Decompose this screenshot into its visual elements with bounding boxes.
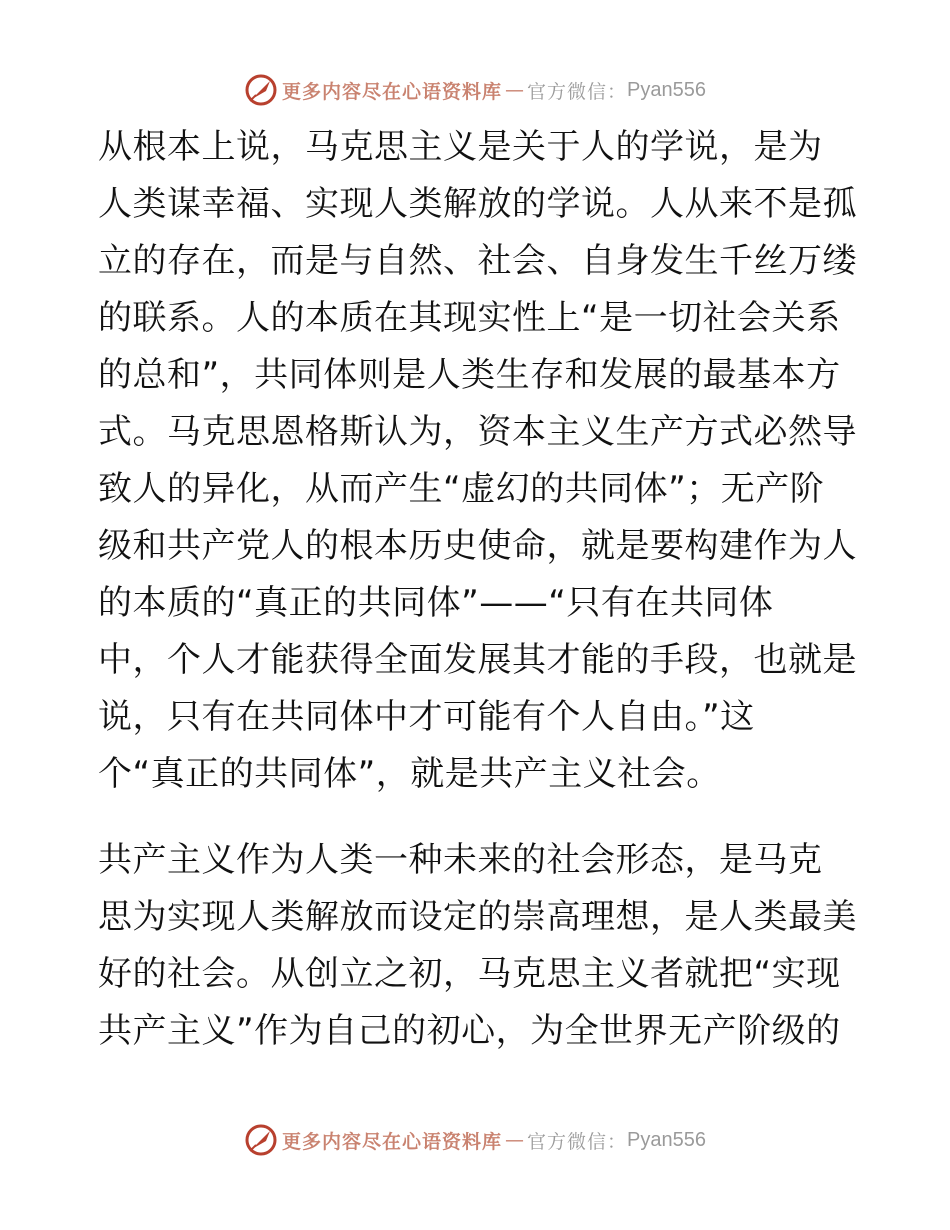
footer-banner <box>0 1120 950 1160</box>
quill-logo-icon <box>244 1123 278 1157</box>
footer-dash: — <box>505 1129 525 1151</box>
footer-brand-text: 更多内容尽在心语资料库 <box>282 1130 503 1153</box>
text-line: 说，只有在共同体中才可能有个人自由。”这 <box>98 697 755 737</box>
text-line: 级和共产党人的根本历史使命，就是要构建作为人 <box>98 526 857 566</box>
header-dash: — <box>505 79 525 101</box>
quill-logo-icon <box>244 73 278 107</box>
text-line: 的本质的“真正的共同体”——“只有在共同体 <box>98 583 774 623</box>
text-line: 个“真正的共同体”，就是共产主义社会。 <box>98 754 721 794</box>
header-brand-text: 更多内容尽在心语资料库 <box>282 80 503 103</box>
paragraph-1 <box>98 119 857 803</box>
text-line: 的联系。人的本质在其现实性上“是一切社会关系 <box>98 298 841 338</box>
text-line: 的总和”，共同体则是人类生存和发展的最基本方 <box>98 355 841 395</box>
text-line: 共产主义”作为自己的初心，为全世界无产阶级的 <box>98 1011 841 1051</box>
footer-wechat-label: 官方微信： <box>527 1130 628 1153</box>
header-wechat-label: 官方微信： <box>527 80 628 103</box>
paragraph-2 <box>98 832 857 1060</box>
text-line: 思为实现人类解放而设定的崇高理想，是人类最美 <box>98 897 857 937</box>
text-line: 中，个人才能获得全面发展其才能的手段，也就是 <box>98 640 857 680</box>
footer-account: Pyan556 <box>627 1128 706 1151</box>
text-line: 立的存在，而是与自然、社会、自身发生千丝万缕 <box>98 241 857 281</box>
header-account: Pyan556 <box>627 78 706 101</box>
text-line: 式。马克思恩格斯认为，资本主义生产方式必然导 <box>98 412 857 452</box>
text-line: 好的社会。从创立之初，马克思主义者就把“实现 <box>98 954 841 994</box>
text-line: 人类谋幸福、实现人类解放的学说。人从来不是孤 <box>98 184 857 224</box>
text-line: 共产主义作为人类一种未来的社会形态，是马克 <box>98 840 823 880</box>
text-line: 致人的异化，从而产生“虚幻的共同体”；无产阶 <box>98 469 825 509</box>
header-banner <box>0 70 950 110</box>
text-line: 从根本上说，马克思主义是关于人的学说，是为 <box>98 127 823 167</box>
